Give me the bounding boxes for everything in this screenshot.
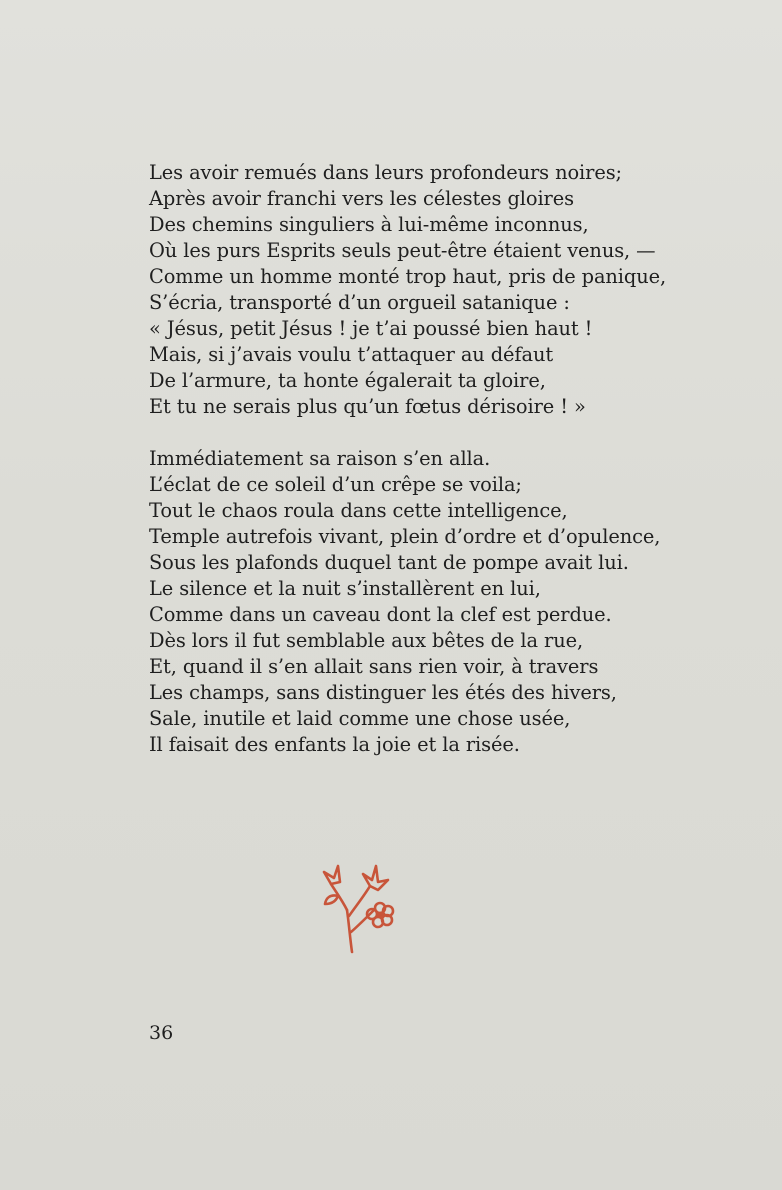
verse-line: Dès lors il fut semblable aux bêtes de la rue, [149,629,584,652]
verse-line: L’éclat de ce soleil d’un crêpe se voila; [149,473,522,496]
verse-line: Où les purs Esprits seuls peut-être étaient venus, — [149,239,656,262]
page-number: 36 [149,1022,174,1044]
verse-line: De l’armure, ta honte égalerait ta gloire, [149,369,546,392]
verse-line: Les champs, sans distinguer les étés des hivers, [149,681,617,704]
verse-line: Les avoir remués dans leurs profondeurs noires; [149,161,622,184]
verse-line: Des chemins singuliers à lui-même inconnus, [149,213,589,236]
verse-line: Tout le chaos roula dans cette intelligence, [149,499,568,522]
verse-line: « Jésus, petit Jésus ! je t’ai poussé bien haut ! [149,317,593,340]
verse-line: Mais, si j’avais voulu t’attaquer au défaut [149,343,554,366]
stanza-1 [149,160,749,420]
verse-line: Et, quand il s’en allait sans rien voir, à travers [149,655,599,678]
stanza-2 [149,446,749,758]
verse-line: Comme dans un caveau dont la clef est perdue. [149,603,612,626]
verse-line: Sous les plafonds duquel tant de pompe avait lui. [149,551,629,574]
verse-line: S’écria, transporté d’un orgueil satanique : [149,291,570,314]
verse-line: Immédiatement sa raison s’en alla. [149,447,491,470]
verse-line: Et tu ne serais plus qu’un fœtus dérisoire ! » [149,395,586,418]
verse-line: Comme un homme monté trop haut, pris de panique, [149,265,667,288]
verse-line: Le silence et la nuit s’installèrent en lui, [149,577,541,600]
flower-sprig-icon [316,852,400,956]
verse-line: Sale, inutile et laid comme une chose usée, [149,707,571,730]
verse-line: Il faisait des enfants la joie et la risée. [149,733,520,756]
verse-line: Temple autrefois vivant, plein d’ordre et d’opulence, [149,525,661,548]
poem-text [149,160,749,758]
verse-line: Après avoir franchi vers les célestes gloires [149,187,574,210]
